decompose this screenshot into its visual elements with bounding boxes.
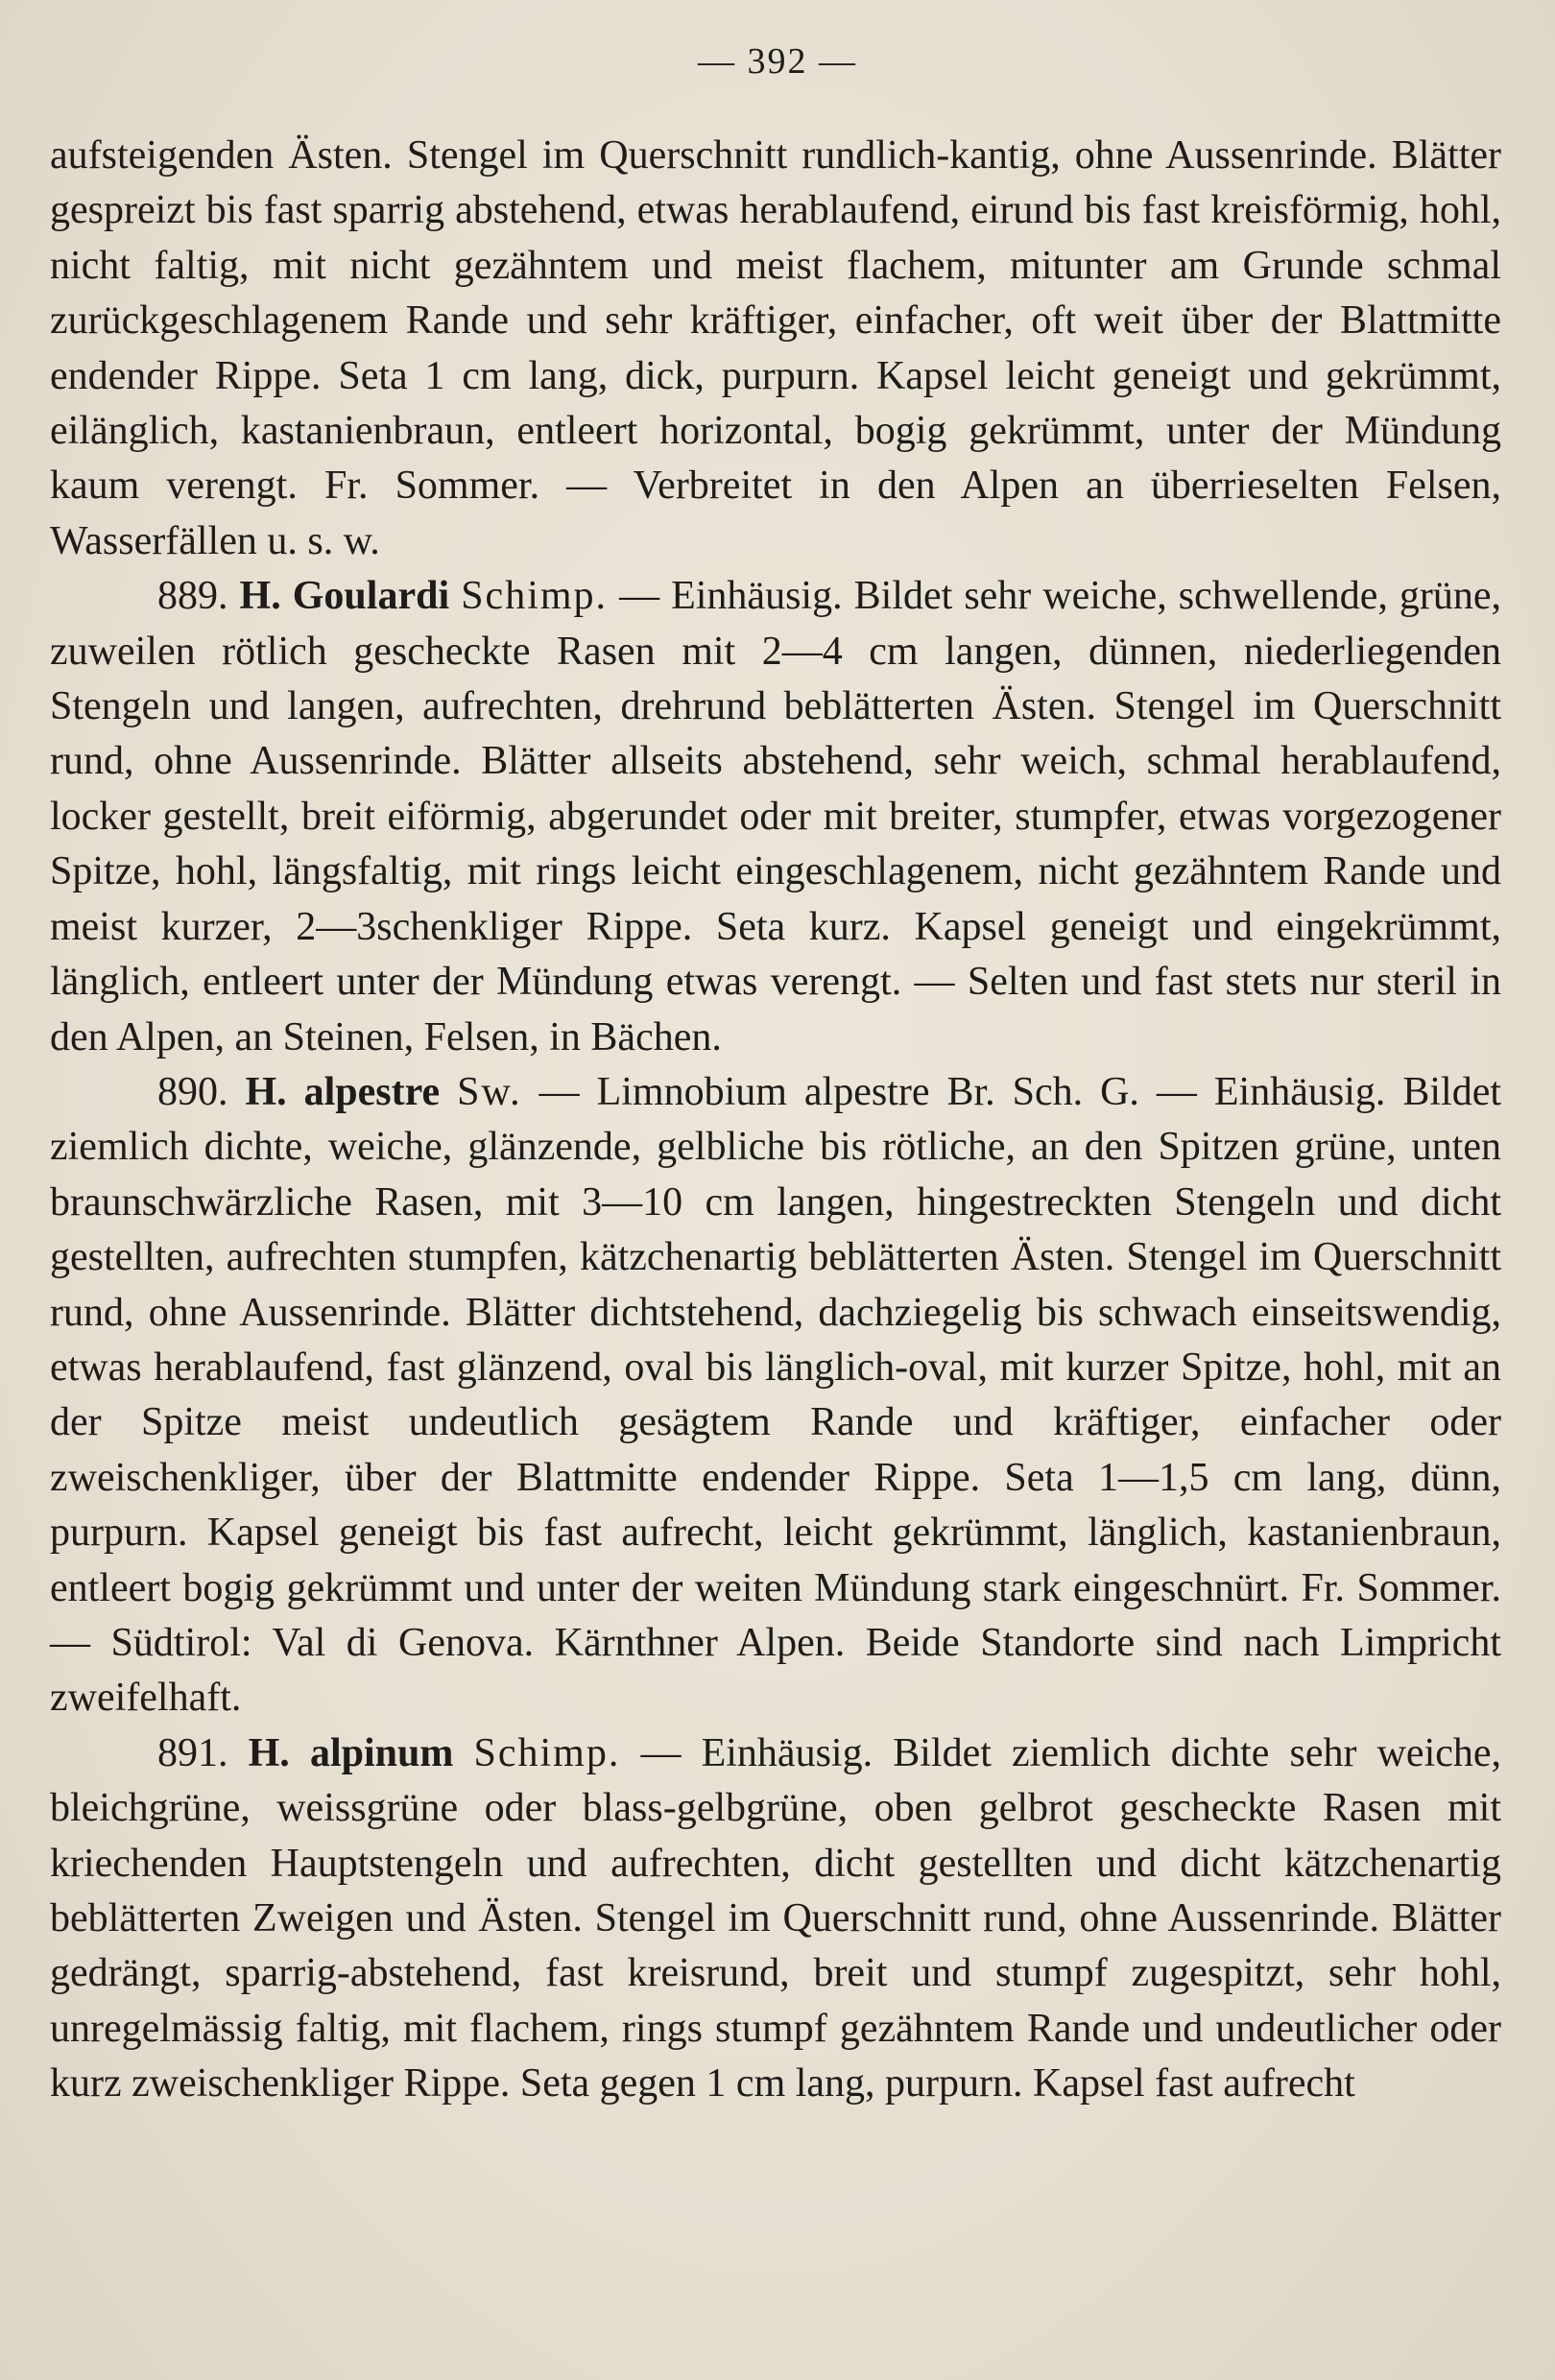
entry-species: alpestre [303, 1069, 441, 1114]
species-entry-890 [50, 1065, 1501, 1726]
species-entry-891 [50, 1726, 1501, 2112]
entry-genus: H. [245, 1069, 287, 1114]
entry-author: Schimp. [461, 574, 609, 619]
entry-number: 890. [157, 1069, 228, 1114]
entry-author: Schimp. [473, 1730, 621, 1775]
entry-species: alpinum [309, 1730, 454, 1775]
entry-genus: H. [248, 1730, 290, 1775]
entry-description: — Limnobium alpestre Br. Sch. G. — Einhäusig. Bildet ziemlich dichte, weiche, glänzende, gelbliche bis rötliche, an den Spitzen grüne, unten braunschwärzliche Rasen, mit 3—10 cm langen, hingestreckten Stengeln und dicht gestellten, aufrechten stumpfen, kätzchenartig beblätterten Ästen. Stengel im Querschnitt rund, ohne Aussenrinde. Blätter dichtstehend, dachziegelig bis schwach einseitswendig, etwas herablaufend, fast glänzend, oval bis länglich-oval, mit kurzer Spitze, hohl, mit an der Spitze meist undeutlich gesägtem Rande und kräftiger, einfacher oder zweischenkliger, über der Blattmitte endender Rippe. Seta 1—1,5 cm lang, dünn, purpurn. Kapsel geneigt bis fast aufrecht, leicht gekrümmt, länglich, kastanienbraun, entleert bogig gekrümmt und unter der weiten Mündung stark eingeschnürt. Fr. Sommer. — Südtirol: Val di Genova. Kärnthner Alpen. Beide Standorte sind nach Limpricht zweifelhaft. [50, 1069, 1502, 1721]
page-body [50, 129, 1501, 2112]
entry-genus: H. [239, 574, 281, 619]
page-number-header: — 392 — [698, 41, 857, 82]
continuation-paragraph: aufsteigenden Ästen. Stengel im Querschnitt rundlich-kantig, ohne Aussenrinde. Blätter gespreizt bis fast sparrig abstehend, etwas herablaufend, eirund bis fast kreisförmig, hohl, nicht faltig, mit nicht gezähntem und meist flachem, mitunter am Grunde schmal zurückgeschlagenem Rande und sehr kräftiger, einfacher, oft weit über der Blattmitte endender Rippe. Seta 1 cm lang, dick, purpurn. Kapsel leicht geneigt und gekrümmt, eilänglich, kastanienbraun, entleert horizontal, bogig gekrümmt, unter der Mündung kaum verengt. Fr. Sommer. — Verbreitet in den Alpen an überrieselten Felsen, Wasserfällen u. s. w. [50, 133, 1501, 563]
entry-description: — Einhäusig. Bildet sehr weiche, schwellende, grüne, zuweilen rötlich gescheckte Rasen mit 2—4 cm langen, dünnen, niederliegenden Stengeln und langen, aufrechten, drehrund beblätterten Ästen. Stengel im Querschnitt rund, ohne Aussenrinde. Blätter allseits abstehend, sehr weich, schmal herablaufend, locker gestellt, breit eiförmig, abgerundet oder mit breiter, stumpfer, etwas vorgezogener Spitze, hohl, längsfaltig, mit rings leicht eingeschlagenem, nicht gezähntem Rande und meist kurzer, 2—3schenkliger Rippe. Seta kurz. Kapsel geneigt und eingekrümmt, länglich, entleert unter der Mündung etwas verengt. — Selten und fast stets nur steril in den Alpen, an Steinen, Felsen, in Bächen. [50, 574, 1502, 1059]
entry-number: 889. [157, 574, 228, 619]
species-entry-889 [50, 569, 1501, 1065]
entry-description: — Einhäusig. Bildet ziemlich dichte sehr weiche, bleichgrüne, weissgrüne oder blass-gelbgrüne, oben gelbrot gescheckte Rasen mit kriechenden Hauptstengeln und aufrechten, dicht gestellten und dicht kätzchenartig beblätterten Zweigen und Ästen. Stengel im Querschnitt rund, ohne Aussenrinde. Blätter gedrängt, sparrig-abstehend, fast kreisrund, breit und stumpf zugespitzt, sehr hohl, unregelmässig faltig, mit flachem, rings stumpf gezähntem Rande und undeutlicher oder kurz zweischenkliger Rippe. Seta gegen 1 cm lang, purpurn. Kapsel fast aufrecht [50, 1730, 1502, 2106]
entry-species: Goulardi [292, 574, 450, 619]
entry-author: Sw. [457, 1069, 522, 1114]
entry-number: 891. [157, 1730, 228, 1775]
